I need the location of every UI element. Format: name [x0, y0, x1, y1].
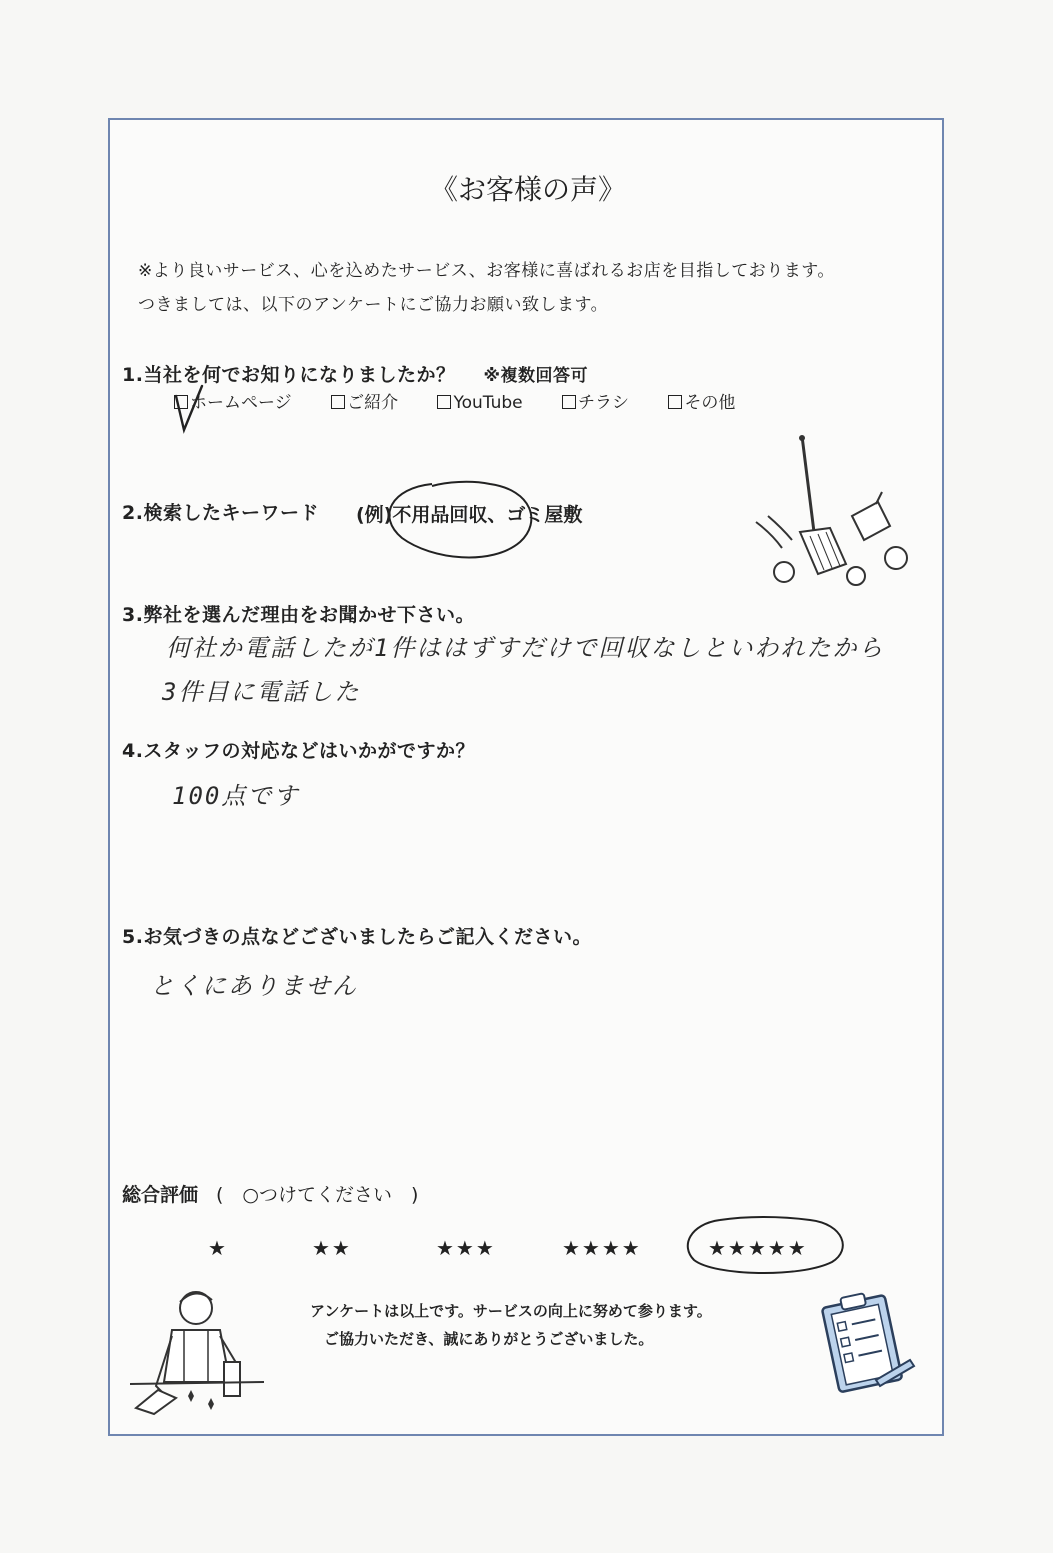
rating-3-stars[interactable]: ★★★ [436, 1236, 496, 1260]
intro-line-1: ※より良いサービス、心を込めたサービス、お客様に喜ばれるお店を目指しております。 [138, 261, 835, 281]
option-homepage[interactable]: ホームページ [174, 388, 292, 413]
cleaning-staff-illustration [128, 1286, 268, 1418]
checkbox-referral[interactable] [331, 395, 345, 409]
option-youtube[interactable]: YouTube [437, 393, 522, 413]
rating-4-stars[interactable]: ★★★★ [562, 1236, 642, 1260]
survey-sheet [108, 118, 944, 1436]
overall-rating-label: 総合評価 [122, 1184, 199, 1206]
answer-4: 100点です [172, 782, 300, 810]
q1-options [174, 388, 769, 413]
option-other[interactable]: その他 [668, 388, 735, 413]
answer-3-line-2: 3件目に電話した [162, 678, 361, 706]
option-flyer[interactable]: チラシ [562, 388, 629, 413]
question-3-label: 3.弊社を選んだ理由をお聞かせ下さい。 [122, 604, 475, 626]
page-title: 《お客様の声》 [429, 173, 626, 206]
answer-3-line-1: 何社か電話したが1件ははずすだけで回収なしといわれたから [166, 634, 885, 662]
closing-line-1: アンケートは以上です。サービスの向上に努めて参ります。 [310, 1302, 712, 1320]
question-4-label: 4.スタッフの対応などはいかがですか？ [122, 740, 475, 762]
rating-instruction: ( ○つけてください ) [216, 1184, 419, 1206]
overall-rating [122, 1180, 418, 1207]
broom-dustpan-illustration [748, 432, 918, 592]
checkbox-youtube[interactable] [437, 395, 451, 409]
checkbox-other[interactable] [668, 395, 682, 409]
keyword-example: (例)不用品回収、ゴミ屋敷 [356, 504, 583, 526]
handdrawn-circle-rating [680, 1212, 850, 1282]
checkmark-icon [172, 382, 208, 434]
rating-2-stars[interactable]: ★★ [312, 1236, 352, 1260]
rating-1-star[interactable]: ★ [208, 1236, 228, 1260]
answer-5: とくにありません [150, 972, 358, 1000]
handdrawn-circle-keyword [372, 476, 542, 576]
intro-line-2: つきましては、以下のアンケートにご協力お願い致します。 [138, 295, 609, 315]
rating-5-stars[interactable]: ★★★★★ [708, 1236, 808, 1260]
closing-line-2: ご協力いただき、誠にありがとうございました。 [324, 1330, 654, 1348]
checkbox-flyer[interactable] [562, 395, 576, 409]
multiple-answer-note: ※複数回答可 [483, 366, 588, 386]
option-referral[interactable]: ご紹介 [331, 388, 398, 413]
question-2-label: 2.検索したキーワード [122, 502, 319, 524]
question-1-label: 1.当社を何でお知りになりましたか？ [122, 364, 456, 386]
clipboard-icon [810, 1288, 920, 1398]
question-5-label: 5.お気づきの点などございましたらご記入ください。 [122, 926, 592, 948]
